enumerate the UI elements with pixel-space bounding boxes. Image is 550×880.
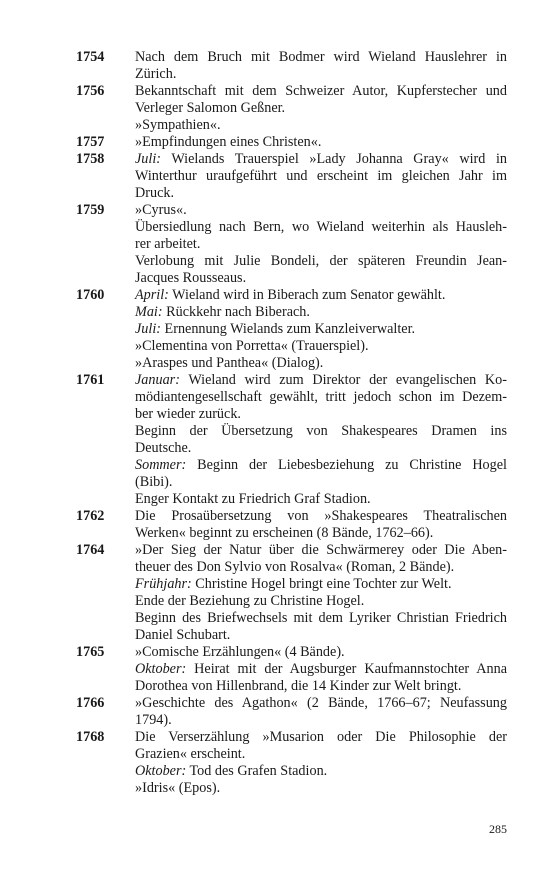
line-text: Tod des Grafen Stadion. bbox=[186, 763, 328, 779]
entry-line bbox=[135, 355, 507, 372]
chronology-list bbox=[76, 49, 507, 797]
entry-year: 1765 bbox=[76, 644, 105, 660]
line-text: Wieland wird in Biberach zum Senator gewählt. bbox=[168, 287, 446, 303]
entry-text bbox=[135, 372, 507, 508]
entry-line bbox=[135, 508, 507, 525]
entry-year: 1766 bbox=[76, 695, 105, 711]
entry-line bbox=[135, 389, 507, 406]
entry-line bbox=[135, 440, 507, 457]
entry-line bbox=[135, 542, 507, 559]
entry-line bbox=[135, 729, 507, 746]
date-label: Januar: bbox=[135, 372, 180, 388]
chronology-entry bbox=[76, 49, 507, 83]
line-text: Beginn der Übersetzung von Shakespeares Dramen ins bbox=[135, 423, 507, 439]
entry-line bbox=[135, 66, 507, 83]
line-text: Bekanntschaft mit dem Schweizer Autor, Kupferstecher und bbox=[135, 83, 507, 99]
chronology-entry bbox=[76, 729, 507, 797]
chronology-entry bbox=[76, 508, 507, 542]
line-text: Zürich. bbox=[135, 66, 177, 82]
entry-line bbox=[135, 287, 507, 304]
entry-line bbox=[135, 49, 507, 66]
line-text: Rückkehr nach Biberach. bbox=[162, 304, 310, 320]
date-label: Juli: bbox=[135, 151, 161, 167]
chronology-entry bbox=[76, 287, 507, 372]
entry-line bbox=[135, 695, 507, 712]
entry-text bbox=[135, 508, 507, 542]
entry-year: 1756 bbox=[76, 83, 105, 99]
entry-line bbox=[135, 406, 507, 423]
line-text: Daniel Schubart. bbox=[135, 627, 231, 643]
chronology-entry bbox=[76, 542, 507, 644]
entry-line bbox=[135, 236, 507, 253]
entry-line bbox=[135, 117, 507, 134]
date-label: Oktober: bbox=[135, 763, 187, 779]
entry-text bbox=[135, 287, 507, 372]
chronology-entry bbox=[76, 134, 507, 151]
line-text: 1794). bbox=[135, 712, 172, 728]
line-text: Beginn der Liebesbeziehung zu Christine Hogel bbox=[186, 457, 507, 473]
entry-line bbox=[135, 134, 507, 151]
entry-line bbox=[135, 627, 507, 644]
entry-text bbox=[135, 134, 507, 151]
entry-text bbox=[135, 83, 507, 134]
entry-line bbox=[135, 559, 507, 576]
entry-line bbox=[135, 185, 507, 202]
entry-text bbox=[135, 542, 507, 644]
line-text: »Idris« (Epos). bbox=[135, 780, 221, 796]
entry-line bbox=[135, 644, 507, 661]
entry-line bbox=[135, 219, 507, 236]
entry-line bbox=[135, 678, 507, 695]
entry-year: 1758 bbox=[76, 151, 105, 167]
entry-line bbox=[135, 525, 507, 542]
line-text: Grazien« erscheint. bbox=[135, 746, 246, 762]
line-text: theuer des Don Sylvio von Rosalva« (Roman, 2 Bände). bbox=[135, 559, 455, 575]
entry-text bbox=[135, 729, 507, 797]
date-label: Sommer: bbox=[135, 457, 187, 473]
entry-line bbox=[135, 338, 507, 355]
date-label: April: bbox=[135, 287, 169, 303]
entry-line bbox=[135, 780, 507, 797]
line-text: »Clementina von Porretta« (Trauerspiel). bbox=[135, 338, 369, 354]
entry-line bbox=[135, 491, 507, 508]
entry-year: 1762 bbox=[76, 508, 105, 524]
entry-line bbox=[135, 610, 507, 627]
line-text: ber wieder zurück. bbox=[135, 406, 241, 422]
line-text: Ernennung Wielands zum Kanzleiverwalter. bbox=[161, 321, 416, 337]
line-text: Druck. bbox=[135, 185, 175, 201]
entry-text bbox=[135, 695, 507, 729]
entry-text bbox=[135, 151, 507, 202]
entry-line bbox=[135, 321, 507, 338]
entry-line bbox=[135, 576, 507, 593]
line-text: Winterthur uraufgeführt und erscheint im gleichen Jahr im bbox=[135, 168, 507, 184]
page-number: 285 bbox=[489, 822, 507, 836]
entry-text bbox=[135, 202, 507, 287]
entry-line bbox=[135, 372, 507, 389]
chronology-entry bbox=[76, 83, 507, 134]
line-text: Wieland wird zum Direktor der evangelischen Ko- bbox=[179, 372, 507, 388]
line-text: »Comische Erzählungen« (4 Bände). bbox=[135, 644, 345, 660]
line-text: »Geschichte des Agathon« (2 Bände, 1766–67; Neufassung bbox=[135, 695, 507, 711]
entry-line bbox=[135, 168, 507, 185]
line-text: »Araspes und Panthea« (Dialog). bbox=[135, 355, 324, 371]
entry-line bbox=[135, 474, 507, 491]
entry-line bbox=[135, 253, 507, 270]
entry-line bbox=[135, 661, 507, 678]
entry-line bbox=[135, 746, 507, 763]
line-text: mödiantengesellschaft gewählt, tritt jedoch schon im Dezem- bbox=[135, 389, 507, 405]
entry-line bbox=[135, 151, 507, 168]
line-text: Werken« beginnt zu erscheinen (8 Bände, 1762–66). bbox=[135, 525, 434, 541]
line-text: »Der Sieg der Natur über die Schwärmerey oder Die Aben- bbox=[135, 542, 507, 558]
line-text: Verlobung mit Julie Bondeli, der späteren Freundin Jean- bbox=[135, 253, 507, 269]
line-text: Beginn des Briefwechsels mit dem Lyriker Christian Friedrich bbox=[135, 610, 507, 626]
line-text: Jacques Rousseaus. bbox=[135, 270, 247, 286]
line-text: Die Prosaübersetzung von »Shakespeares Theatralischen bbox=[135, 508, 507, 524]
line-text: Dorothea von Hillenbrand, die 14 Kinder zur Welt bringt. bbox=[135, 678, 462, 694]
entry-year: 1759 bbox=[76, 202, 105, 218]
entry-line bbox=[135, 83, 507, 100]
line-text: Übersiedlung nach Bern, wo Wieland weiterhin als Hausleh- bbox=[135, 219, 507, 235]
line-text: Enger Kontakt zu Friedrich Graf Stadion. bbox=[135, 491, 371, 507]
entry-year: 1757 bbox=[76, 134, 105, 150]
entry-line bbox=[135, 270, 507, 287]
line-text: Wielands Trauerspiel »Lady Johanna Gray« wird in bbox=[161, 151, 507, 167]
line-text: Verleger Salomon Geßner. bbox=[135, 100, 286, 116]
chronology-entry bbox=[76, 202, 507, 287]
entry-year: 1761 bbox=[76, 372, 105, 388]
entry-line bbox=[135, 457, 507, 474]
entry-text bbox=[135, 49, 507, 83]
line-text: »Cyrus«. bbox=[135, 202, 187, 218]
date-label: Frühjahr: bbox=[135, 576, 192, 592]
chronology-entry bbox=[76, 151, 507, 202]
line-text: Heirat mit der Augsburger Kaufmannstochter Anna bbox=[186, 661, 507, 677]
entry-line bbox=[135, 593, 507, 610]
entry-line bbox=[135, 712, 507, 729]
entry-line bbox=[135, 202, 507, 219]
entry-line bbox=[135, 100, 507, 117]
date-label: Juli: bbox=[135, 321, 161, 337]
entry-line bbox=[135, 763, 507, 780]
chronology-entry bbox=[76, 372, 507, 508]
date-label: Oktober: bbox=[135, 661, 187, 677]
date-label: Mai: bbox=[135, 304, 163, 320]
entry-line bbox=[135, 304, 507, 321]
line-text: »Sympathien«. bbox=[135, 117, 221, 133]
chronology-entry bbox=[76, 644, 507, 695]
entry-text bbox=[135, 644, 507, 695]
line-text: (Bibi). bbox=[135, 474, 173, 490]
entry-year: 1754 bbox=[76, 49, 105, 65]
line-text: Ende der Beziehung zu Christine Hogel. bbox=[135, 593, 365, 609]
line-text: rer arbeitet. bbox=[135, 236, 201, 252]
line-text: »Empfindungen eines Christen«. bbox=[135, 134, 322, 150]
chronology-entry bbox=[76, 695, 507, 729]
line-text: Christine Hogel bringt eine Tochter zur Welt. bbox=[191, 576, 452, 592]
line-text: Deutsche. bbox=[135, 440, 192, 456]
line-text: Die Verserzählung »Musarion oder Die Philosophie der bbox=[135, 729, 507, 745]
entry-line bbox=[135, 423, 507, 440]
line-text: Nach dem Bruch mit Bodmer wird Wieland Hauslehrer in bbox=[135, 49, 507, 65]
entry-year: 1768 bbox=[76, 729, 105, 745]
entry-year: 1760 bbox=[76, 287, 105, 303]
entry-year: 1764 bbox=[76, 542, 105, 558]
